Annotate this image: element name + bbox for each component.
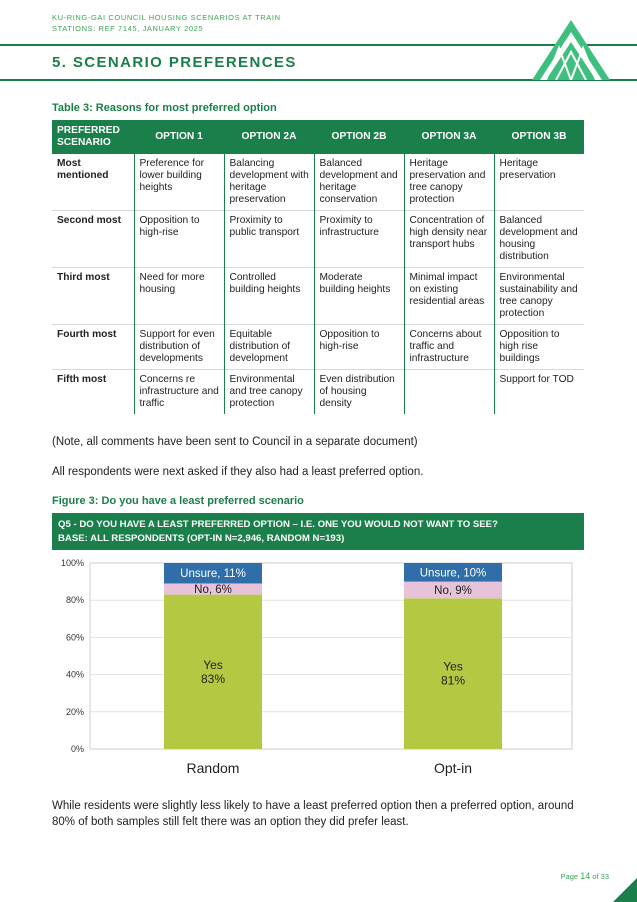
intro-text: All respondents were next asked if they also had a least preferred option. bbox=[52, 466, 424, 478]
x-category-label: Opt-in bbox=[433, 760, 473, 776]
least-preferred-chart bbox=[52, 555, 584, 785]
corner-triangle-icon bbox=[613, 878, 637, 902]
table-cell: Controlled building heights bbox=[224, 268, 314, 325]
data-label-yes: 83% bbox=[200, 671, 226, 686]
table-row bbox=[52, 211, 584, 268]
table-row bbox=[52, 154, 584, 211]
table-row bbox=[52, 325, 584, 370]
data-label-no: No, 9% bbox=[434, 584, 472, 597]
page-footer bbox=[561, 871, 609, 881]
header-line-1: KU-RING-GAI COUNCIL HOUSING SCENARIOS AT TRAIN bbox=[52, 13, 281, 22]
table-cell: Support for even distribution of developments bbox=[134, 325, 224, 370]
page-number: 14 bbox=[580, 871, 591, 881]
table-caption: Table 3: Reasons for most preferred option bbox=[52, 102, 277, 114]
data-label-unsure: Unsure, 11% bbox=[180, 568, 246, 581]
table-cell: Proximity to public transport bbox=[224, 211, 314, 268]
y-tick-label: 40% bbox=[65, 669, 84, 680]
row-label: Most mentioned bbox=[57, 158, 109, 181]
table-cell: Proximity to infrastructure bbox=[314, 211, 404, 268]
page-label: Page bbox=[560, 872, 579, 881]
table-cell: Concerns re infrastructure and traffic bbox=[134, 370, 224, 415]
y-tick-label: 20% bbox=[65, 706, 84, 717]
x-category-label: Random bbox=[186, 760, 240, 776]
table-cell: Opposition to high rise buildings bbox=[494, 325, 584, 370]
reasons-table bbox=[52, 120, 584, 414]
figure-caption: Figure 3: Do you have a least preferred scenario bbox=[52, 495, 304, 507]
document-header bbox=[52, 12, 281, 34]
table-cell: Heritage preservation and tree canopy protection bbox=[404, 154, 494, 211]
table-cell: Minimal impact on existing residential areas bbox=[404, 268, 494, 325]
header-preferred-scenario: PREFERRED SCENARIO bbox=[52, 120, 134, 154]
data-label-yes: Yes bbox=[203, 657, 223, 672]
table-cell: Need for more housing bbox=[134, 268, 224, 325]
header-option-2b: OPTION 2B bbox=[314, 120, 404, 154]
conclusion-text: While residents were slightly less likely to have a least preferred option then a preferred option, around 80% of both samples still felt there was an option they did prefer least. bbox=[52, 800, 574, 828]
table-cell: Opposition to high-rise bbox=[134, 211, 224, 268]
table-cell: Opposition to high-rise bbox=[314, 325, 404, 370]
table-cell: Environmental and tree canopy protection bbox=[224, 370, 314, 415]
section-title: 5. SCENARIO PREFERENCES bbox=[52, 54, 297, 71]
chart-svg bbox=[52, 555, 584, 785]
data-label-unsure: Unsure, 10% bbox=[419, 567, 487, 580]
row-label: Fourth most bbox=[52, 325, 134, 370]
table-cell: Balanced development and heritage conservation bbox=[314, 154, 404, 211]
table-cell: Equitable distribution of development bbox=[224, 325, 314, 370]
data-label-no: No, 6% bbox=[194, 584, 232, 597]
table-cell: Even distribution of housing density bbox=[314, 370, 404, 415]
page-of-label: of 33 bbox=[592, 872, 609, 881]
y-tick-label: 100% bbox=[60, 558, 84, 568]
council-logo-icon bbox=[532, 18, 610, 80]
data-label-yes: 81% bbox=[440, 673, 466, 688]
table-cell: Concentration of high density near transport hubs bbox=[404, 211, 494, 268]
row-label: Second most bbox=[52, 211, 134, 268]
row-label: Fifth most bbox=[52, 370, 134, 415]
table-cell: Concerns about traffic and infrastructure bbox=[404, 325, 494, 370]
y-tick-label: 60% bbox=[65, 632, 84, 643]
header-option-1: OPTION 1 bbox=[134, 120, 224, 154]
table-cell: Support for TOD bbox=[494, 370, 584, 415]
table-row bbox=[52, 268, 584, 325]
y-tick-label: 80% bbox=[65, 595, 84, 606]
row-label: Third most bbox=[52, 268, 134, 325]
note-text: (Note, all comments have been sent to Council in a separate document) bbox=[52, 436, 418, 448]
header-option-3b: OPTION 3B bbox=[494, 120, 584, 154]
header-option-2a: OPTION 2A bbox=[224, 120, 314, 154]
header-line-2: STATIONS: REF 7145, JANUARY 2025 bbox=[52, 24, 204, 33]
question-box bbox=[52, 513, 584, 550]
table-cell: Environmental sustainability and tree canopy protection bbox=[494, 268, 584, 325]
y-tick-label: 0% bbox=[70, 744, 84, 754]
table-cell: Balanced development and housing distribution bbox=[494, 211, 584, 268]
table-cell: Balancing development with heritage preservation bbox=[224, 154, 314, 211]
base-text: BASE: ALL RESPONDENTS (OPT-IN N=2,946, RANDOM N=193) bbox=[58, 533, 345, 544]
question-text: Q5 - DO YOU HAVE A LEAST PREFERRED OPTION – I.E. ONE YOU WOULD NOT WANT TO SEE? bbox=[58, 519, 498, 530]
table-cell: Preference for lower building heights bbox=[134, 154, 224, 211]
table-cell bbox=[404, 370, 494, 415]
table-row bbox=[52, 370, 584, 415]
table-header-row bbox=[52, 120, 584, 154]
table-cell: Moderate building heights bbox=[314, 268, 404, 325]
data-label-yes: Yes bbox=[443, 659, 463, 674]
header-option-3a: OPTION 3A bbox=[404, 120, 494, 154]
table-cell: Heritage preservation bbox=[494, 154, 584, 211]
